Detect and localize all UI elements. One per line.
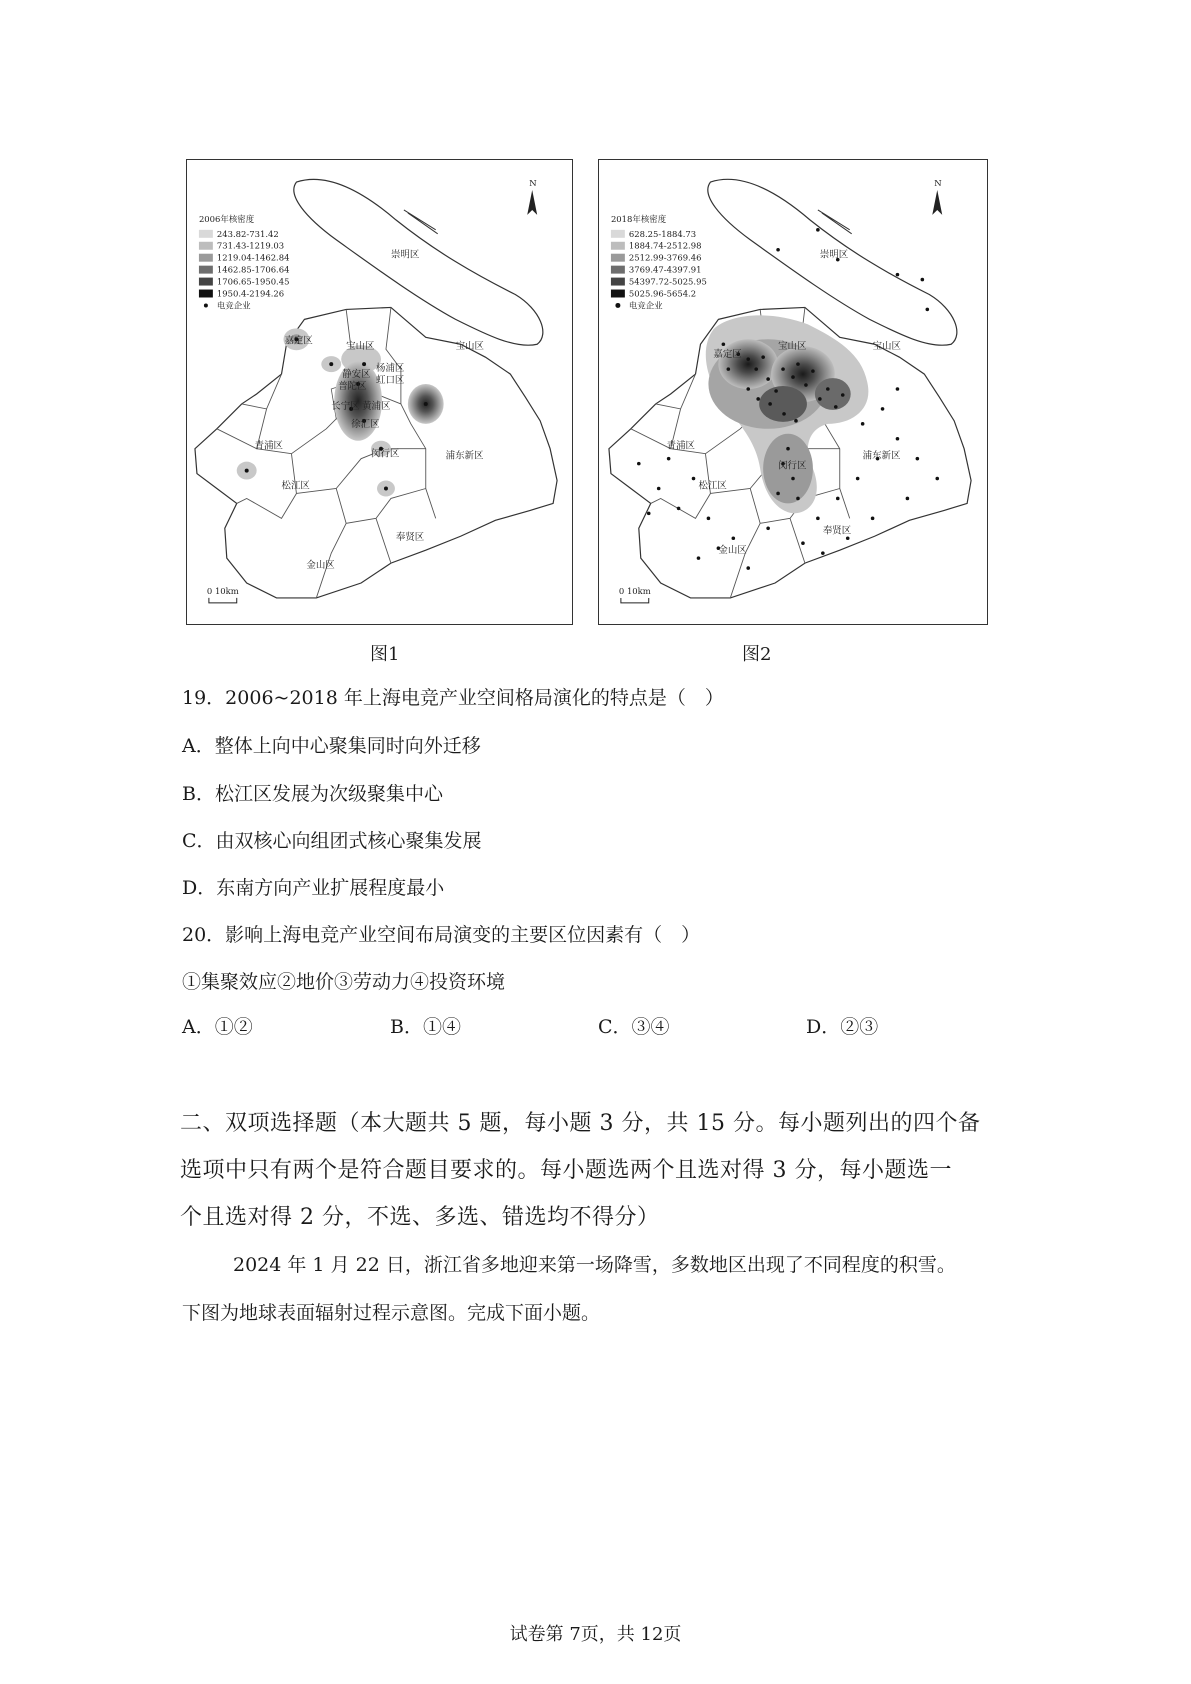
legend-title: 2006年核密度 <box>198 213 255 224</box>
intro-paragraph-line-1: 2024 年 1 月 22 日，浙江省多地迎来第一场降雪，多数地区出现了不同程度的积雪。 <box>233 1254 956 1276</box>
svg-text:0 10km: 0 10km <box>206 585 239 596</box>
district-label: 浦东新区 <box>445 450 484 462</box>
legend-item: 2512.99-3769.46 <box>628 252 702 263</box>
legend-swatches <box>611 230 625 308</box>
scale-bar <box>619 586 651 603</box>
legend-item: 5025.96-5654.2 <box>628 288 697 299</box>
legend-item: 1219.04-1462.84 <box>216 252 290 263</box>
q19-option-d[interactable]: D．东南方向产业扩展程度最小 <box>182 877 445 899</box>
district-label: 虹口区 <box>376 375 405 387</box>
density-blob <box>759 386 807 422</box>
q20-factors: ①集聚效应②地价③劳动力④投资环境 <box>182 971 506 993</box>
q19-option-b[interactable]: B．松江区发展为次级聚集中心 <box>182 783 443 805</box>
q20-option-c[interactable]: C．③④ <box>598 1016 670 1038</box>
north-arrow-icon <box>527 178 537 215</box>
legend-item: 1706.65-1950.45 <box>216 276 290 287</box>
district-label: 松江区 <box>281 480 310 492</box>
svg-text:N: N <box>934 178 942 189</box>
district-label: 嘉定区 <box>713 349 742 361</box>
q20-option-a[interactable]: A．①② <box>182 1016 253 1038</box>
district-label: 静安区 <box>342 369 371 381</box>
legend-item: 243.82-731.42 <box>216 228 279 239</box>
q19-stem: 19．2006~2018 年上海电竞产业空间格局演化的特点是（ ） <box>182 687 724 709</box>
q20-option-d[interactable]: D．②③ <box>806 1016 879 1038</box>
legend-item: 628.25-1884.73 <box>628 228 697 239</box>
district-label: 闵行区 <box>778 460 807 472</box>
district-label: 松江区 <box>698 480 727 492</box>
density-blob <box>815 378 851 410</box>
figure-1-map <box>186 159 573 625</box>
north-arrow-icon <box>932 178 942 215</box>
q19-option-a[interactable]: A．整体上向中心聚集同时向外迁移 <box>182 735 481 757</box>
district-label: 青浦区 <box>666 440 695 452</box>
q19-option-c[interactable]: C．由双核心向组团式核心聚集发展 <box>182 830 482 852</box>
district-label: 闵行区 <box>371 448 400 460</box>
page-footer: 试卷第 7页，共 12页 <box>509 1624 682 1645</box>
district-label: 宝山区 <box>455 341 484 353</box>
legend-item: 54397.72-5025.95 <box>628 276 707 287</box>
legend-item: 731.43-1219.03 <box>216 240 285 251</box>
svg-text:N: N <box>529 178 537 189</box>
legend-dot-label: 电竞企业 <box>216 300 251 311</box>
svg-text:0 10km: 0 10km <box>618 585 651 596</box>
q20-option-b[interactable]: B．①④ <box>390 1016 461 1038</box>
figure-2-svg <box>599 160 987 624</box>
legend-item: 1950.4-2194.26 <box>216 288 285 299</box>
figure-1-svg <box>187 160 572 624</box>
district-label: 崇明区 <box>819 249 849 261</box>
district-label: 宝山区 <box>872 341 901 353</box>
figure-2-map <box>598 159 988 625</box>
district-label: 奉贤区 <box>395 532 425 544</box>
district-label: 奉贤区 <box>822 525 852 537</box>
district-label: 宝山区 <box>346 341 375 353</box>
legend-dot-label: 电竞企业 <box>628 300 663 311</box>
district-label: 浦东新区 <box>862 450 901 462</box>
figure-2-caption: 图2 <box>742 644 772 665</box>
district-label: 长宁区 <box>331 400 360 412</box>
section-2-heading-line-2: 选项中只有两个是符合题目要求的。每小题选两个且选对得 3 分，每小题选一 <box>180 1158 952 1183</box>
legend-item: 1462.85-1706.64 <box>216 264 290 275</box>
intro-paragraph-line-2: 下图为地球表面辐射过程示意图。完成下面小题。 <box>182 1302 601 1324</box>
legend-item: 3769.47-4397.91 <box>628 264 702 275</box>
district-label: 黄浦区 <box>362 400 391 412</box>
scale-bar <box>207 586 239 603</box>
district-label: 崇明区 <box>390 249 420 261</box>
district-label: 杨浦区 <box>376 363 405 375</box>
district-label: 青浦区 <box>254 440 283 452</box>
q20-stem: 20．影响上海电竞产业空间布局演变的主要区位因素有（ ） <box>182 924 701 946</box>
section-2-heading-line-1: 二、双项选择题（本大题共 5 题，每小题 3 分，共 15 分。每小题列出的四个备 <box>180 1111 981 1136</box>
district-label: 普陀区 <box>338 381 367 393</box>
district-label: 嘉定区 <box>284 335 313 347</box>
district-label: 宝山区 <box>778 341 807 353</box>
legend-title: 2018年核密度 <box>610 213 667 224</box>
district-label: 徐汇区 <box>351 418 380 430</box>
figure-1-caption: 图1 <box>370 644 400 665</box>
legend-item: 1884.74-2512.98 <box>628 240 702 251</box>
district-label: 金山区 <box>718 545 747 557</box>
legend-swatches <box>199 230 213 308</box>
district-label: 金山区 <box>306 560 335 572</box>
chongming-island <box>294 179 543 345</box>
density-blob <box>718 339 778 389</box>
section-2-heading-line-3: 个且选对得 2 分，不选、多选、错选均不得分） <box>180 1205 660 1230</box>
